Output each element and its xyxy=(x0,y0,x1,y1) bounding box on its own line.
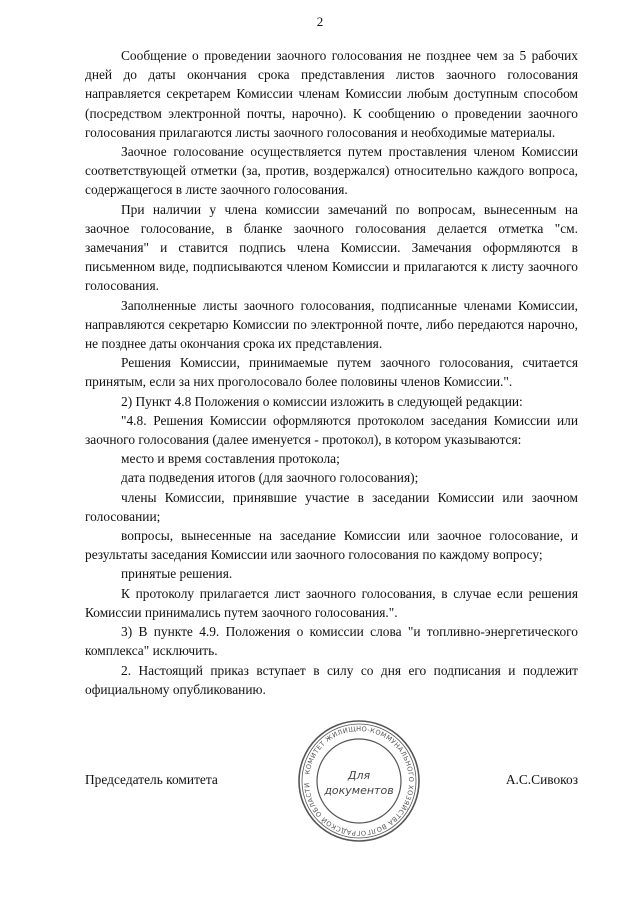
signatory-title: Председатель комитета xyxy=(85,772,218,787)
paragraph-notice-sending: Сообщение о проведении заочного голосования не позднее чем за 5 рабочих дней до даты окончания срока представления листов заочного голосования направляется секретарем Комиссии членам Комиссии любым доступным способом (посредством электронной почты, нарочно). К сообщению о проведении заочного голосования прилагаются листы заочного голосования и необходимые материалы. xyxy=(85,48,578,140)
list-item-place-time: место и время составления протокола; xyxy=(121,451,340,467)
stamp-center-line2: документов xyxy=(324,784,394,797)
paragraph-item-2: 2) Пункт 4.8 Положения о комиссии изложить в следующей редакции: xyxy=(121,393,523,409)
paragraph-remarks: При наличии у члена комиссии замечаний по вопросам, вынесенным на заочное голосование, в бланке заочного голосования делается отметка "см. замечания" и ставится подпись члена Комиссии. Замечания оформляются в письменном виде, подписываются членом Комиссии и прилагаются к листу заочного голосования. xyxy=(85,201,578,294)
paragraph-protocol-attachment: К протоколу прилагается лист заочного голосования, в случае если решения Комиссии принимались путем заочного голосования.". xyxy=(85,585,578,620)
stamp-center-line1: Для xyxy=(347,769,371,782)
paragraph-clause-4-8: "4.8. Решения Комиссии оформляются протоколом заседания Комиссии или заочного голосования (далее именуется - протокол), в котором указываются: xyxy=(85,412,578,448)
paragraph-filled-sheets: Заполненные листы заочного голосования, подписанные членами Комиссии, направляются секретарю Комиссии по электронной почте, либо передаются нарочно, не позднее даты окончания срока их представления. xyxy=(85,297,578,352)
paragraph-effective-date: 2. Настоящий приказ вступает в силу со дня его подписания и подлежит официальному опубликованию. xyxy=(85,662,578,697)
list-item-summary-date: дата подведения итогов (для заочного голосования); xyxy=(121,470,419,486)
official-stamp xyxy=(296,718,422,844)
paragraph-decisions: Решения Комиссии, принимаемые путем заочного голосования, считается принятым, если за них проголосовало более половины членов Комиссии.". xyxy=(85,355,578,390)
paragraph-item-3: 3) В пункте 4.9. Положения о комиссии слова "и топливно-энергетического комплекса" исключить. xyxy=(85,624,578,659)
document-body xyxy=(85,46,578,699)
paragraph-voting-procedure: Заочное голосование осуществляется путем проставления членом Комиссии соответствующей отметки (за, против, воздержался) относительно каждого вопроса, содержащегося в листе заочного голосования. xyxy=(85,144,578,198)
list-item-questions: вопросы, вынесенные на заседание Комиссии или заочное голосование, и результаты заседания Комиссии или заочного голосования по каждому вопросу; xyxy=(85,528,578,563)
signatory-name: А.С.Сивокоз xyxy=(505,772,578,787)
page-number: 2 xyxy=(316,14,324,29)
stamp-ring-text: КОМИТЕТ ЖИЛИЩНО-КОММУНАЛЬНОГО ХОЗЯЙСТВА ВОЛГОГРАДСКОЙ ОБЛАСТИ xyxy=(302,724,416,838)
list-item-members: члены Комиссии, принявшие участие в заседании Комиссии или заочном голосовании; xyxy=(85,489,578,524)
list-item-decisions: принятые решения. xyxy=(121,566,233,582)
